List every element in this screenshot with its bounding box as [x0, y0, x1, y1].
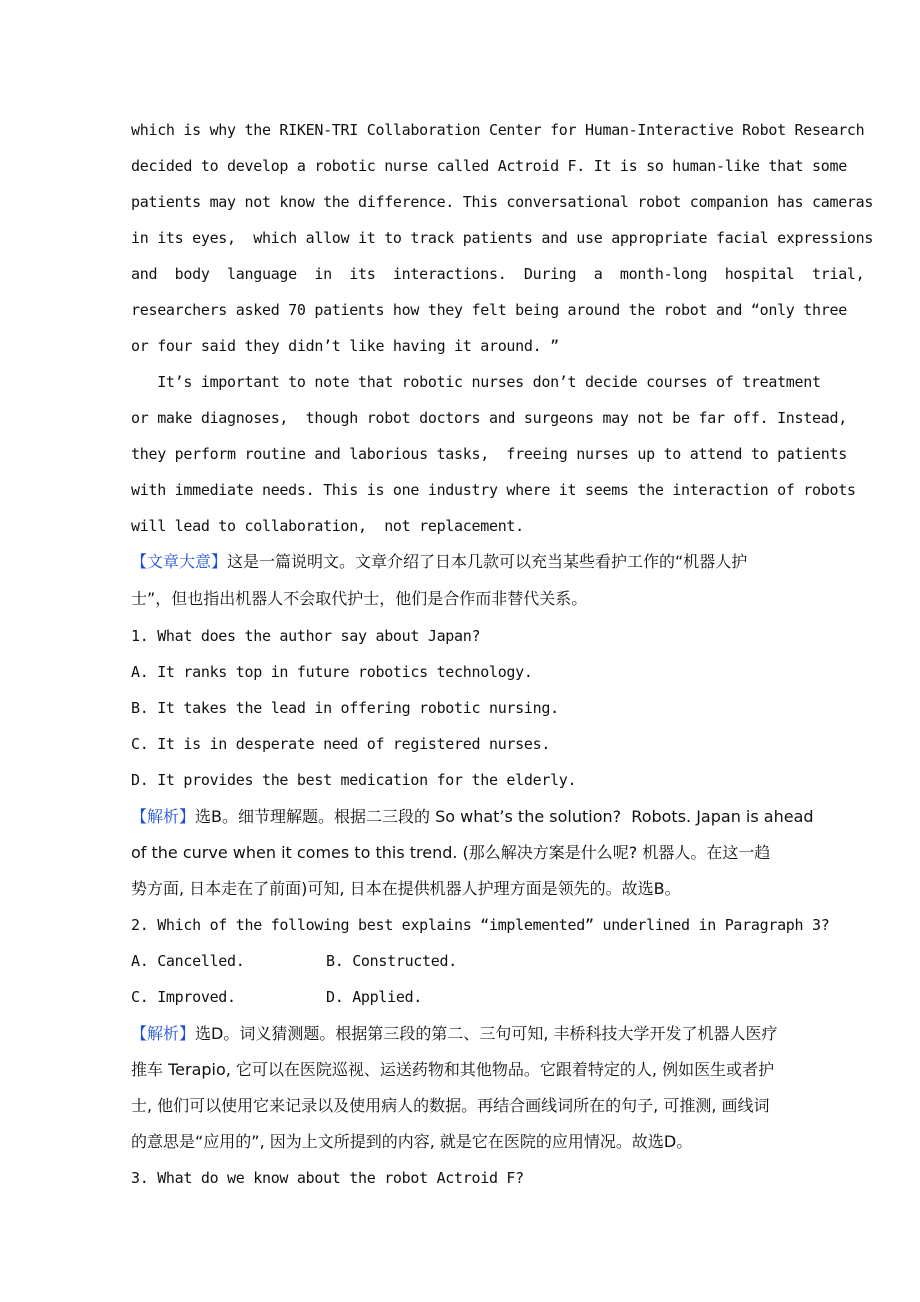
q1-option-b: B. It takes the lead in offering robotic nursing. — [131, 699, 559, 717]
q2-option-a: A. Cancelled. — [131, 952, 245, 970]
q1-option-d: D. It provides the best medication for the elderly. — [131, 771, 577, 789]
summary-text: 这是一篇说明文。文章介绍了日本几款可以充当某些看护工作的“机器人护 — [227, 552, 748, 571]
question-3: 3. What do we know about the robot Actroid F? — [131, 1169, 524, 1187]
analysis-text: 选D。词义猜测题。根据第三段的第二、三句可知, 丰桥科技大学开发了机器人医疗 — [195, 1024, 778, 1043]
q2-analysis-line: 的意思是“应用的”, 因为上文所提到的内容, 就是它在医院的应用情况。故选D。 — [131, 1132, 693, 1151]
analysis-text: 选B。细节理解题。根据二三段的 So what’s the solution? Robots. Japan is ahead — [195, 807, 814, 826]
passage-line: It’s important to note that robotic nurses don’t decide courses of treatment — [131, 373, 821, 391]
passage-line: will lead to collaboration, not replacement. — [131, 517, 524, 535]
q2-analysis-line: 推车 Terapio, 它可以在医院巡视、运送药物和其他物品。它跟着特定的人, 例如医生或者护 — [131, 1060, 775, 1079]
q2-analysis-line — [131, 1024, 778, 1044]
summary-tag: 【文章大意】 — [131, 552, 228, 571]
passage-line: in its eyes, which allow it to track patients and use appropriate facial expressions — [131, 229, 874, 247]
q1-option-a: A. It ranks top in future robotics technology. — [131, 663, 533, 681]
summary-line: 士”，但也指出机器人不会取代护士，他们是合作而非替代关系。 — [131, 589, 588, 608]
q2-option-c: C. Improved. — [131, 988, 236, 1006]
passage-line: or make diagnoses, though robot doctors and surgeons may not be far off. Instead, — [131, 409, 847, 427]
question-1: 1. What does the author say about Japan? — [131, 627, 481, 645]
analysis-tag: 【解析】 — [131, 1024, 196, 1043]
summary-line — [131, 552, 747, 572]
q2-analysis-line: 士, 他们可以使用它来记录以及使用病人的数据。再结合画线词所在的句子, 可推测, 画线词 — [131, 1096, 770, 1115]
passage-line: which is why the RIKEN-TRI Collaboration Center for Human-Interactive Robot Research — [131, 121, 865, 139]
passage-line: decided to develop a robotic nurse called Actroid F. It is so human-like that some — [131, 157, 847, 175]
passage-line: patients may not know the difference. This conversational robot companion has cameras — [131, 193, 874, 211]
q1-analysis-line: 势方面, 日本走在了前面)可知, 日本在提供机器人护理方面是领先的。故选B。 — [131, 879, 681, 898]
passage-line: with immediate needs. This is one industry where it seems the interaction of robots — [131, 481, 856, 499]
passage-line: and body language in its interactions. During a month-long hospital trial, — [131, 265, 865, 283]
q1-option-c: C. It is in desperate need of registered nurses. — [131, 735, 551, 753]
passage-line: they perform routine and laborious tasks, freeing nurses up to attend to patients — [131, 445, 847, 463]
q1-analysis-line — [131, 807, 814, 827]
q2-option-b: B. Constructed. — [326, 952, 457, 970]
question-2: 2. Which of the following best explains “implemented” underlined in Paragraph 3? — [131, 916, 830, 934]
analysis-tag: 【解析】 — [131, 807, 196, 826]
passage-line: researchers asked 70 patients how they felt being around the robot and “only three — [131, 301, 847, 319]
q2-option-d: D. Applied. — [326, 988, 423, 1006]
q1-analysis-line: of the curve when it comes to this trend. (那么解决方案是什么呢? 机器人。在这一趋 — [131, 843, 771, 862]
passage-line: or four said they didn’t like having it around. ” — [131, 337, 559, 355]
